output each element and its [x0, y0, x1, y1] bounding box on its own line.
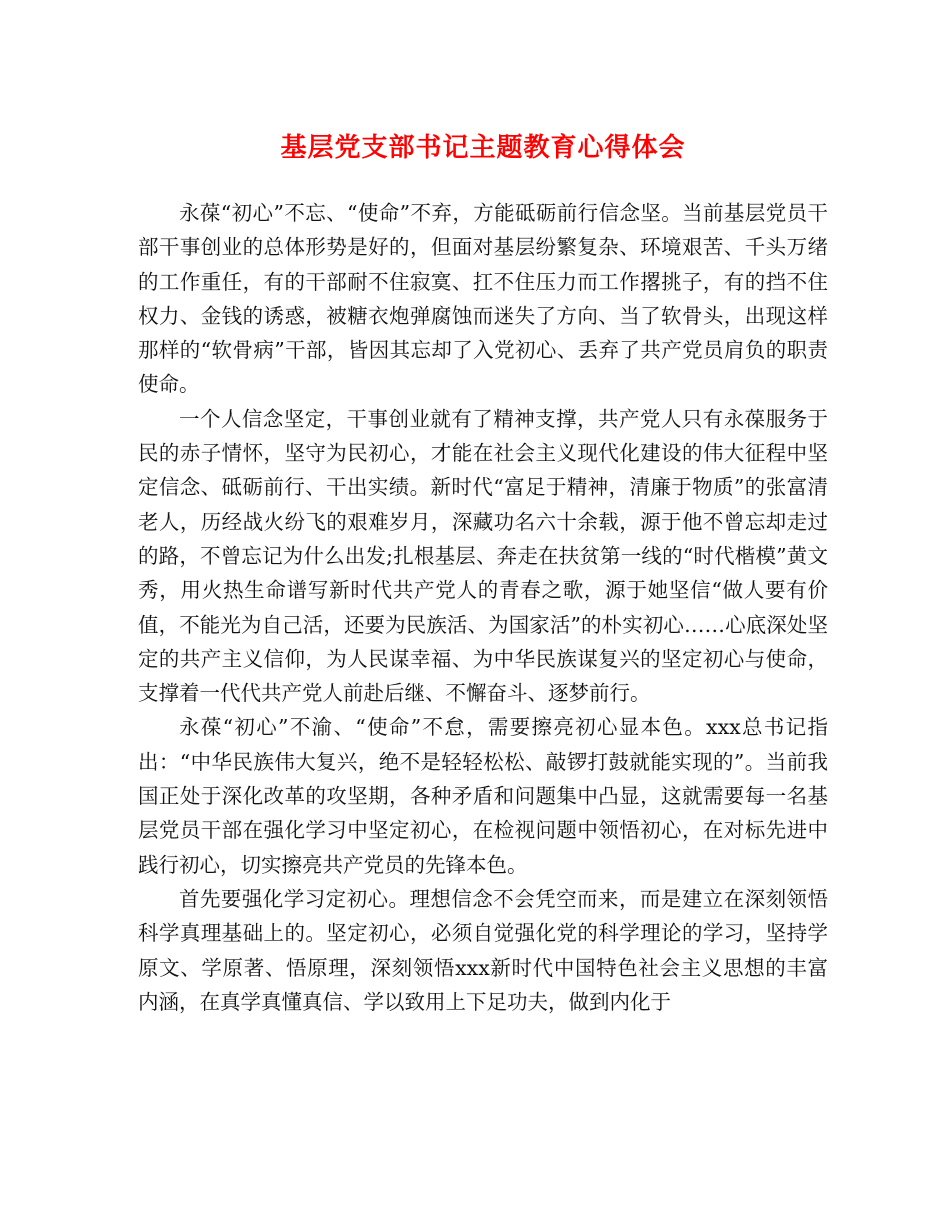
document-body: [138, 196, 828, 1019]
paragraph-1: 永葆“初心”不忘、“使命”不弃，方能砥砺前行信念坚。当前基层党员干部干事创业的总体形势是好的，但面对基层纷繁复杂、环境艰苦、千头万绪的工作重任，有的干部耐不住寂寞、扛不住压力而工作撂挑子，有的挡不住权力、金钱的诱惑，被糖衣炮弹腐蚀而迷失了方向、当了软骨头，出现这样那样的“软骨病”干部，皆因其忘却了入党初心、丢弃了共产党员肩负的职责使命。: [138, 201, 828, 397]
document-title: 基层党支部书记主题教育心得体会: [280, 133, 686, 163]
paragraph-4: 首先要强化学习定初心。理想信念不会凭空而来，而是建立在深刻领悟科学真理基础上的。坚定初心，必须自觉强化党的科学理论的学习，坚持学原文、学原著、悟原理，深刻领悟xxx新时代中国特色社会主义思想的丰富内涵，在真学真懂真信、学以致用上下足功夫，做到内化于: [138, 886, 828, 1014]
paragraph-3: 永葆“初心”不渝、“使命”不怠，需要擦亮初心显本色。xxx总书记指出：“中华民族伟大复兴，绝不是轻轻松松、敲锣打鼓就能实现的”。当前我国正处于深化改革的攻坚期，各种矛盾和问题集中凸显，这就需要每一名基层党员干部在强化学习中坚定初心，在检视问题中领悟初心，在对标先进中践行初心，切实擦亮共产党员的先锋本色。: [138, 715, 828, 877]
paragraph-2: 一个人信念坚定，干事创业就有了精神支撑，共产党人只有永葆服务于民的赤子情怀，坚守为民初心，才能在社会主义现代化建设的伟大征程中坚定信念、砥砺前行、干出实绩。新时代“富足于精神，清廉于物质”的张富清老人，历经战火纷飞的艰难岁月，深藏功名六十余载，源于他不曾忘却走过的路，不曾忘记为什么出发;扎根基层、奔走在扶贫第一线的“时代楷模”黄文秀，用火热生命谱写新时代共产党人的青春之歌，源于她坚信“做人要有价值，不能光为自己活，还要为民族活、为国家活”的朴实初心……心底深处坚定的共产主义信仰，为人民谋幸福、为中华民族谋复兴的坚定初心与使命，支撑着一代代共产党人前赴后继、不懈奋斗、逐梦前行。: [138, 406, 828, 706]
